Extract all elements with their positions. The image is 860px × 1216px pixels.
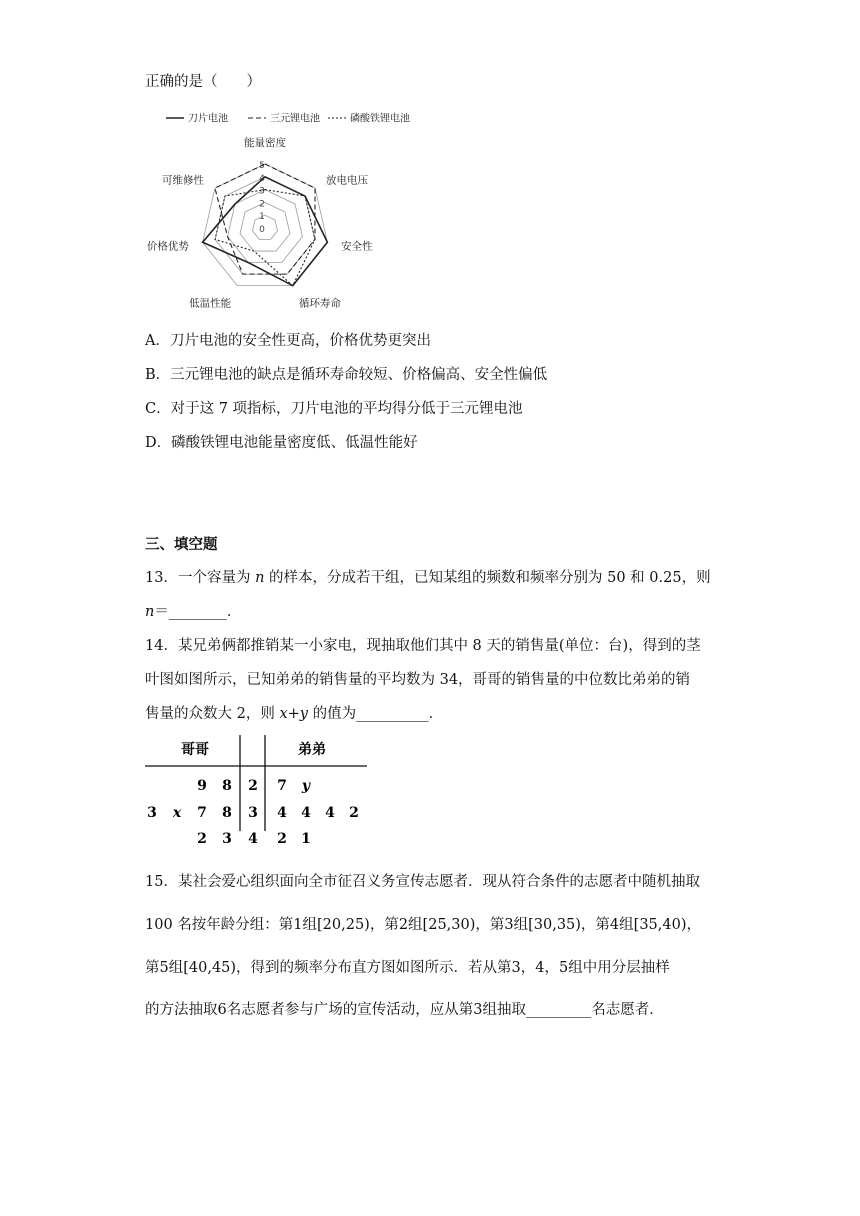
radar-grid-level-2 (240, 202, 290, 251)
stemleaf-left-header: 哥哥 (181, 742, 209, 758)
stemleaf-stem: 3 (248, 805, 258, 821)
radar-grid-level-1 (253, 215, 278, 239)
q15-line1: 15．某社会爱心组织面向全市征召义务宣传志愿者．现从符合条件的志愿者中随机抽取 (145, 874, 700, 890)
radar-tick-label: 5 (259, 161, 265, 171)
radar-series-1 (203, 177, 328, 286)
stemleaf-leaf-right: 2 (277, 831, 287, 847)
radar-axis-label: 价格优势 (146, 240, 189, 253)
radar-legend-label: 三元锂电池 (270, 113, 320, 125)
q13-answer-blank[interactable]: ＝________． (154, 604, 242, 620)
q13-text-b: 的样本，分成若干组，已知某组的频数和频率分别为 50 和 0.25，则 (264, 570, 711, 586)
q12-stem-tail: 正确的是（ ） (145, 74, 261, 90)
q12-option-c: C．对于这 7 项指标，刀片电池的平均得分低于三元锂电池 (145, 401, 523, 417)
stemleaf-leaf-right: 4 (325, 805, 335, 821)
radar-tick-label: 3 (259, 186, 265, 197)
q14-answer-blank[interactable]: 的值为__________． (307, 706, 444, 722)
q15-line2: 100 名按年龄分组：第1组[20,25)，第2组[25,30)，第3组[30,35)，第4组[35,40)， (145, 917, 701, 933)
q14-line3 (145, 704, 443, 724)
radar-axis-label: 可维修性 (161, 174, 204, 187)
radar-tick-label: 2 (259, 199, 265, 210)
stemleaf-leaf-right: 4 (277, 805, 287, 821)
q13-line1 (145, 568, 711, 588)
radar-axis-label: 能量密度 (244, 136, 286, 149)
q14-line1: 14．某兄弟俩都推销某一小家电，现抽取他们其中 8 天的销售量(单位：台)，得到的茎 (145, 638, 701, 654)
q14-var-xy: x+y (279, 706, 308, 722)
radar-tick-label: 4 (259, 173, 265, 184)
q13-text-a: 13．一个容量为 (145, 570, 256, 586)
stemleaf-leaf-right: 4 (301, 805, 311, 821)
stemleaf-stem: 2 (248, 778, 258, 794)
q12-option-d: D．磷酸铁锂电池能量密度低、低温性能好 (145, 435, 418, 451)
q15-line4[interactable]: 的方法抽取6名志愿者参与广场的宣传活动，应从第3组抽取_________名志愿者． (145, 1002, 664, 1018)
radar-legend-label: 刀片电池 (188, 113, 228, 125)
q15-line3: 第5组[40,45)，得到的频率分布直方图如图所示．若从第3，4，5组中用分层抽样 (145, 960, 670, 976)
stemleaf-leaf-right: 1 (301, 831, 311, 847)
stemleaf-leaf-left: 3 (147, 805, 157, 821)
stemleaf-stem: 4 (248, 831, 258, 847)
radar-axis-label: 安全性 (341, 240, 373, 253)
stemleaf-leaf-left: 2 (197, 831, 207, 847)
q14-text-a: 售量的众数大 2，则 (145, 706, 280, 722)
stemleaf-leaf-left: 3 (222, 831, 232, 847)
radar-tick-label: 1 (259, 212, 265, 223)
radar-axis-label: 放电电压 (326, 174, 369, 187)
q13-var-n-2: n (145, 604, 155, 620)
radar-grid-level-5 (203, 164, 328, 286)
radar-axis-label: 低温性能 (189, 297, 232, 310)
stemleaf-leaf-left: 8 (222, 778, 232, 794)
radar-legend-label: 磷酸铁锂电池 (350, 113, 410, 125)
q12-option-b: B．三元锂电池的缺点是循环寿命较短、价格偏高、安全性偏低 (145, 367, 548, 383)
stemleaf-leaf-left: 7 (197, 805, 207, 821)
q14-line2: 叶图如图所示，已知弟弟的销售量的平均数为 34，哥哥的销售量的中位数比弟弟的销 (145, 672, 691, 688)
section-heading: 三、填空题 (145, 536, 218, 553)
stemleaf-leaf-right: 2 (349, 805, 359, 821)
radar-tick-label: 0 (259, 225, 265, 235)
stemleaf-leaf-right: y (301, 778, 311, 794)
stem-leaf-plot (145, 735, 370, 847)
q13-var-n: n (255, 570, 265, 586)
stemleaf-leaf-left: 9 (197, 778, 207, 794)
radar-axis-label: 循环寿命 (298, 297, 341, 310)
stemleaf-leaf-left: 8 (222, 805, 232, 821)
stemleaf-leaf-right: 7 (277, 778, 287, 794)
q13-line2 (145, 602, 241, 622)
radar-chart (146, 106, 430, 320)
q12-option-a: A．刀片电池的安全性更高，价格优势更突出 (145, 333, 431, 349)
stemleaf-leaf-left: x (172, 805, 182, 821)
stemleaf-right-header: 弟弟 (298, 742, 326, 758)
